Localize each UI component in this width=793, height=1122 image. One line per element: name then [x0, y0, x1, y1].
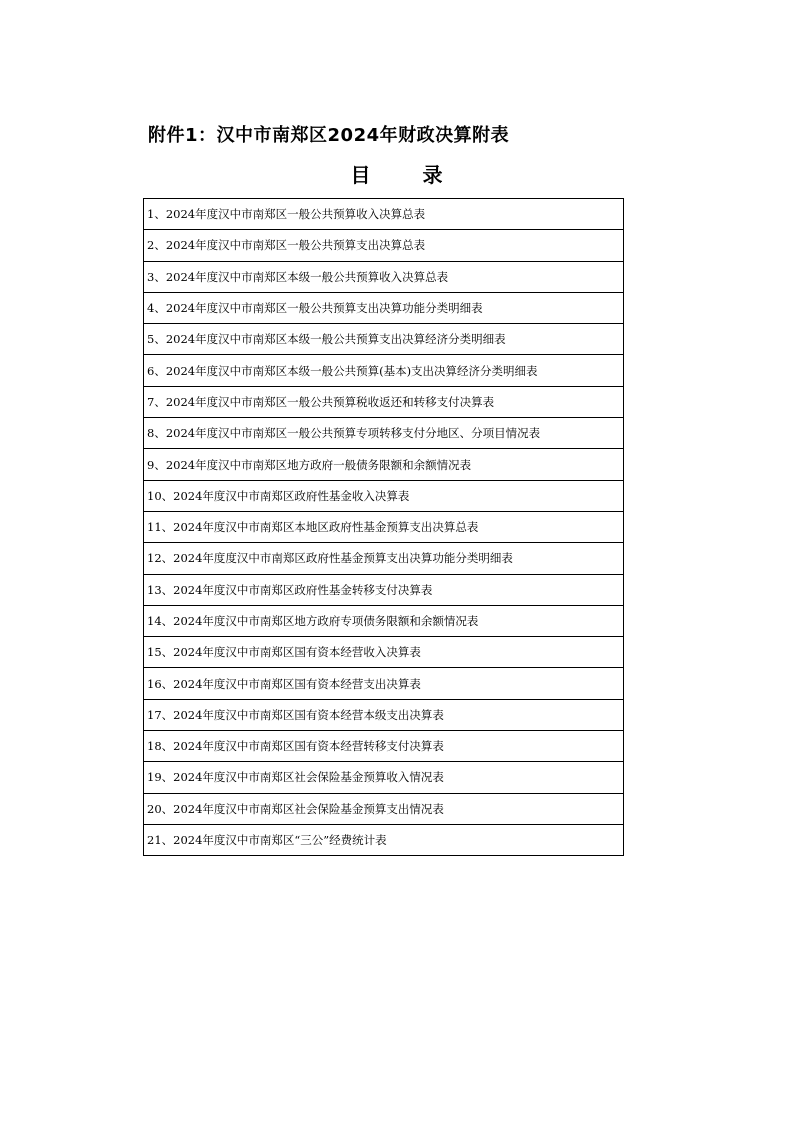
- toc-item: 2、2024年度汉中市南郑区一般公共预算支出决算总表: [144, 230, 624, 261]
- toc-item: 13、2024年度汉中市南郑区政府性基金转移支付决算表: [144, 574, 624, 605]
- toc-row: [144, 824, 624, 855]
- toc-row: [144, 543, 624, 574]
- toc-row: [144, 793, 624, 824]
- toc-item: 11、2024年度汉中市南郑区本地区政府性基金预算支出决算总表: [144, 511, 624, 542]
- toc-row: [144, 574, 624, 605]
- toc-item: 3、2024年度汉中市南郑区本级一般公共预算收入决算总表: [144, 261, 624, 292]
- toc-item: 4、2024年度汉中市南郑区一般公共预算支出决算功能分类明细表: [144, 292, 624, 323]
- toc-row: [144, 355, 624, 386]
- toc-row: [144, 511, 624, 542]
- toc-item: 17、2024年度汉中市南郑区国有资本经营本级支出决算表: [144, 699, 624, 730]
- toc-row: [144, 699, 624, 730]
- toc-item: 12、2024年度度汉中市南郑区政府性基金预算支出决算功能分类明细表: [144, 543, 624, 574]
- page-title: 附件1：汉中市南郑区2024年财政决算附表: [148, 125, 510, 146]
- toc-row: [144, 668, 624, 699]
- toc-row: [144, 261, 624, 292]
- toc-item: 19、2024年度汉中市南郑区社会保险基金预算收入情况表: [144, 762, 624, 793]
- toc-item: 1、2024年度汉中市南郑区一般公共预算收入决算总表: [144, 199, 624, 230]
- toc-row: [144, 199, 624, 230]
- toc-row: [144, 324, 624, 355]
- toc-item: 16、2024年度汉中市南郑区国有资本经营支出决算表: [144, 668, 624, 699]
- toc-row: [144, 731, 624, 762]
- toc-item: 6、2024年度汉中市南郑区本级一般公共预算(基本)支出决算经济分类明细表: [144, 355, 624, 386]
- toc-item: 18、2024年度汉中市南郑区国有资本经营转移支付决算表: [144, 731, 624, 762]
- toc-row: [144, 449, 624, 480]
- toc-item: 14、2024年度汉中市南郑区地方政府专项债务限额和余额情况表: [144, 605, 624, 636]
- toc-item: 15、2024年度汉中市南郑区国有资本经营收入决算表: [144, 637, 624, 668]
- toc-heading-right-char: 录: [422, 163, 443, 187]
- toc-item: 8、2024年度汉中市南郑区一般公共预算专项转移支付分地区、分项目情况表: [144, 418, 624, 449]
- toc-row: [144, 637, 624, 668]
- toc-item: 7、2024年度汉中市南郑区一般公共预算税收返还和转移支付决算表: [144, 386, 624, 417]
- toc-row: [144, 605, 624, 636]
- toc-row: [144, 418, 624, 449]
- toc-item: 20、2024年度汉中市南郑区社会保险基金预算支出情况表: [144, 793, 624, 824]
- toc-item: 5、2024年度汉中市南郑区本级一般公共预算支出决算经济分类明细表: [144, 324, 624, 355]
- toc-item: 10、2024年度汉中市南郑区政府性基金收入决算表: [144, 480, 624, 511]
- toc-item: 21、2024年度汉中市南郑区“三公”经费统计表: [144, 824, 624, 855]
- toc-row: [144, 762, 624, 793]
- toc-row: [144, 386, 624, 417]
- toc-row: [144, 480, 624, 511]
- toc-heading-left-char: 目: [350, 163, 371, 187]
- toc-table: [143, 198, 624, 856]
- toc-item: 9、2024年度汉中市南郑区地方政府一般债务限额和余额情况表: [144, 449, 624, 480]
- toc-row: [144, 292, 624, 323]
- toc-heading: [0, 159, 793, 188]
- toc-row: [144, 230, 624, 261]
